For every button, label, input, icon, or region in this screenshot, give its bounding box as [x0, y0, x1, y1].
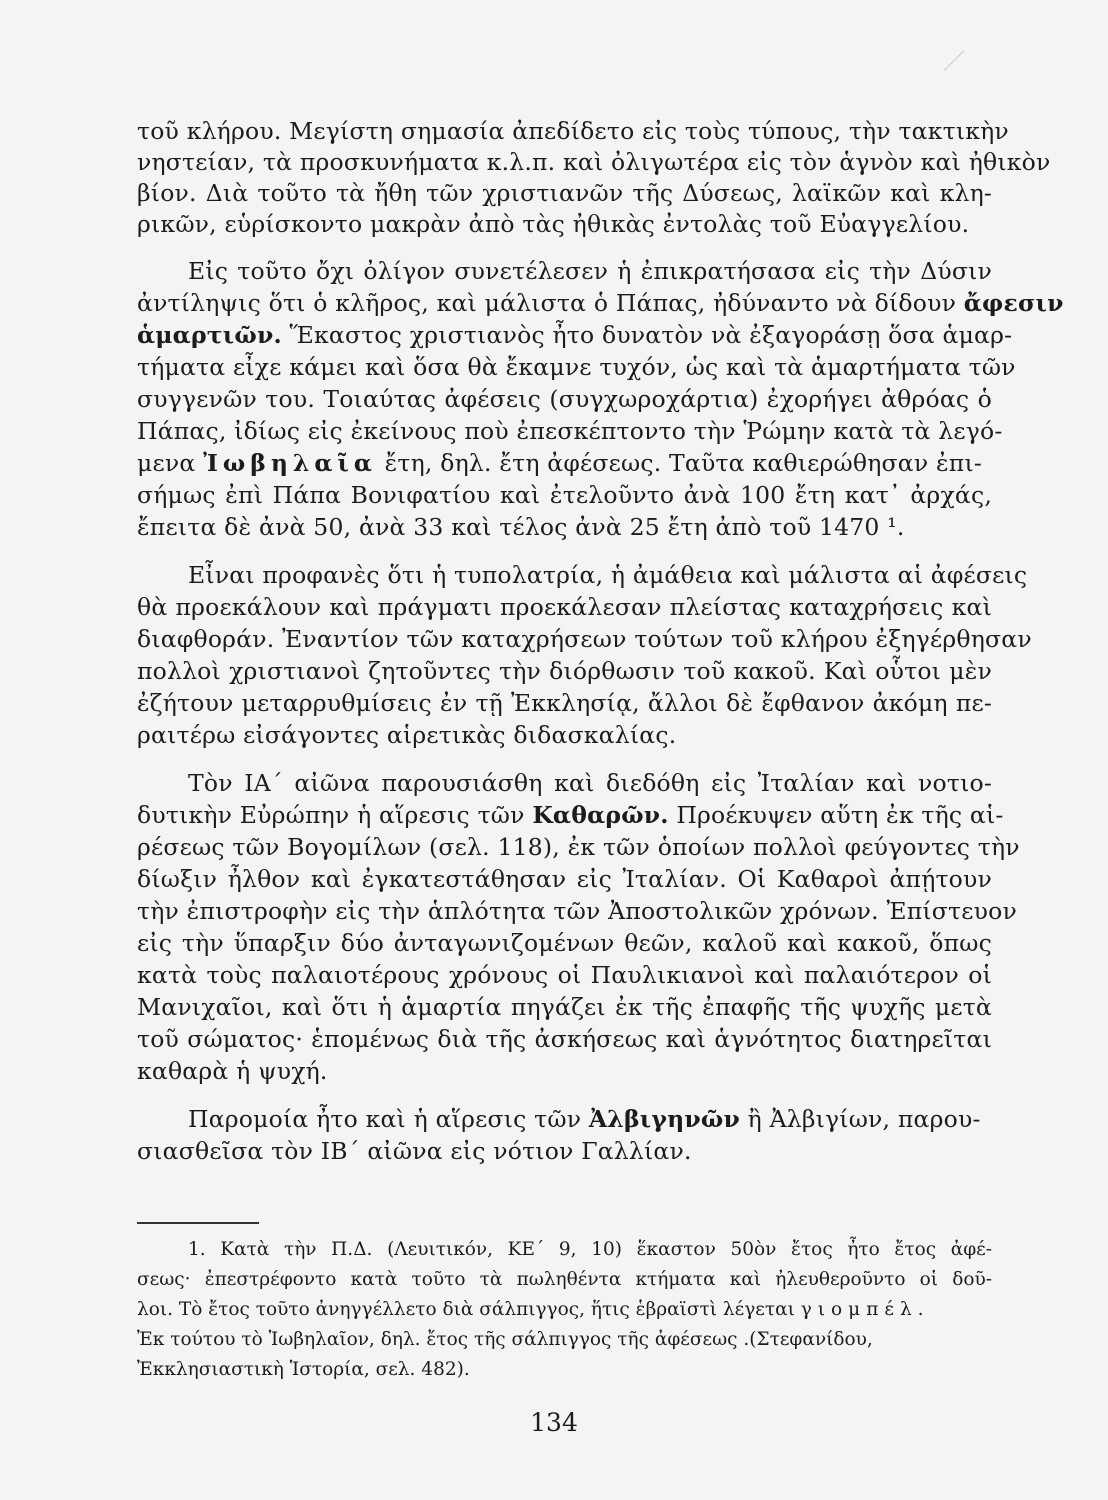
- bold-term-afesin: ἄφεσιν: [963, 289, 1064, 317]
- footnote-line: Ἐκ τούτου τὸ Ἰωβηλαῖον, δηλ. ἔτος τῆς σάλπιγγος τῆς ἀφέσεως .(Στεφανίδου,: [137, 1329, 873, 1350]
- text-line: θὰ προεκάλουν καὶ πράγματι προεκάλεσαν πλείστας καταχρήσεις καὶ: [137, 593, 992, 621]
- text-line: τοῦ σώματος· ἑπομένως διὰ τῆς ἀσκήσεως καὶ ἁγνότητος διατηρεῖται: [137, 1025, 992, 1053]
- text-line: [137, 288, 1064, 318]
- text-line: σιασθεῖσα τὸν ΙΒ´ αἰῶνα εἰς νότιον Γαλλίαν.: [137, 1137, 692, 1165]
- text-line: τὴν ἐπιστροφὴν εἰς τὴν ἁπλότητα τῶν Ἀποστολικῶν χρόνων. Ἐπίστευον: [137, 897, 1017, 925]
- text-run: ἔτη, δηλ. ἔτη ἀφέσεως. Ταῦτα καθιερώθησαν ἐπι-: [384, 449, 983, 477]
- page-number: 134: [530, 1408, 578, 1437]
- footnote-line: [137, 1296, 992, 1323]
- text-line: εἰς τὴν ὕπαρξιν δύο ἀνταγωνιζομένων θεῶν, καλοῦ καὶ κακοῦ, ὅπως: [137, 929, 992, 957]
- text-line: [137, 320, 1013, 350]
- text-run: Ἕκαστος χριστιανὸς ἦτο δυνατὸν νὰ ἐξαγοράσῃ ὅσα ἁμαρ-: [289, 321, 1013, 349]
- text-line: συγγενῶν του. Τοιαύτας ἀφέσεις (συγχωροχάρτια) ἐχορήγει ἀθρόας ὁ: [137, 385, 992, 413]
- text-line: πολλοὶ χριστιανοὶ ζητοῦντες τὴν διόρθωσιν τοῦ κακοῦ. Καὶ οὗτοι μὲν: [137, 657, 992, 685]
- footnote-line: 1. Κατὰ τὴν Π.Δ. (Λευιτικόν, ΚΕ´ 9, 10) ἕκαστον 50ὸν ἔτος ἦτο ἔτος ἀφέ-: [188, 1239, 992, 1260]
- text-line: Μανιχαῖοι, καὶ ὅτι ἡ ἁμαρτία πηγάζει ἐκ τῆς ἐπαφῆς τῆς ψυχῆς μετὰ: [137, 993, 992, 1021]
- text-line: [137, 448, 992, 478]
- text-line: διαφθοράν. Ἐναντίον τῶν καταχρήσεων τούτων τοῦ κλήρου ἐξηγέρθησαν: [137, 625, 1032, 653]
- text-line: Εἰς τοῦτο ὄχι ὀλίγον συνετέλεσεν ἡ ἐπικρατήσασα εἰς τὴν Δύσιν: [188, 257, 992, 285]
- text-run: Παρομοία ἦτο καὶ ἡ αἵρεσις τῶν: [188, 1105, 582, 1133]
- text-line: ρέσεως τῶν Βογομίλων (σελ. 118), ἐκ τῶν ὁποίων πολλοὶ φεύγοντες τὴν: [137, 833, 1020, 861]
- text-run: ἀντίληψις ὅτι ὁ κλῆρος, καὶ μάλιστα ὁ Πάπας, ἠδύναντο νὰ δίδουν: [137, 289, 957, 317]
- text-line: ἐζήτουν μεταρρυθμίσεις ἐν τῇ Ἐκκλησίᾳ, ἄλλοι δὲ ἔφθανον ἀκόμη πε-: [137, 689, 992, 717]
- spaced-term-giompel: γιομπέλ.: [800, 1299, 930, 1320]
- bold-term-amartion: ἁμαρτιῶν.: [137, 321, 282, 349]
- text-line: καθαρὰ ἡ ψυχή.: [137, 1057, 328, 1085]
- text-line: Εἶναι προφανὲς ὅτι ἡ τυπολατρία, ἡ ἀμάθεια καὶ μάλιστα αἱ ἀφέσεις: [188, 561, 1028, 589]
- text-line: βίον. Διὰ τοῦτο τὰ ἤθη τῶν χριστιανῶν τῆς Δύσεως, λαϊκῶν καὶ κλη-: [137, 179, 992, 207]
- text-line: [137, 800, 1004, 830]
- footnote-run: λοι. Τὸ ἔτος τοῦτο ἀνηγγέλλετο διὰ σάλπιγγος, ἥτις ἑβραϊστὶ λέγεται: [137, 1299, 795, 1320]
- text-run: δυτικὴν Εὐρώπην ἡ αἵρεσις τῶν: [137, 801, 525, 829]
- bold-term-katharon: Καθαρῶν.: [532, 801, 669, 829]
- text-line: Πάπας, ἰδίως εἰς ἐκείνους ποὺ ἐπεσκέπτοντο τὴν Ῥώμην κατὰ τὰ λεγό-: [137, 417, 1003, 445]
- text-line: νηστείαν, τὰ προσκυνήματα κ.λ.π. καὶ ὀλιγωτέρα εἰς τὸν ἁγνὸν καὶ ἠθικὸν: [137, 148, 1051, 176]
- footnote-divider: [137, 1222, 259, 1224]
- spaced-term-iovilaia: Ἰωβηλαῖα: [203, 449, 377, 477]
- text-line: [188, 1104, 992, 1134]
- bold-term-alvigenon: Ἀλβιγηνῶν: [588, 1105, 740, 1133]
- text-line: τοῦ κλήρου. Μεγίστη σημασία ἀπεδίδετο εἰς τοὺς τύπους, τὴν τακτικὴν: [137, 117, 1009, 145]
- text-line: ρικῶν, εὑρίσκοντο μακρὰν ἀπὸ τὰς ἠθικὰς ἐντολὰς τοῦ Εὐαγγελίου.: [137, 210, 970, 238]
- text-run: Προέκυψεν αὕτη ἐκ τῆς αἱ-: [676, 801, 1004, 829]
- text-line: τήματα εἶχε κάμει καὶ ὅσα θὰ ἔκαμνε τυχόν, ὡς καὶ τὰ ἁμαρτήματα τῶν: [137, 353, 1016, 381]
- text-line: ραιτέρω εἰσάγοντες αἱρετικὰς διδασκαλίας.: [137, 721, 677, 749]
- text-line: ἔπειτα δὲ ἀνὰ 50, ἀνὰ 33 καὶ τέλος ἀνὰ 25 ἔτη ἀπὸ τοῦ 1470 ¹.: [137, 513, 905, 541]
- text-run: ἢ Ἀλβιγίων, παρου-: [747, 1105, 981, 1133]
- text-line: σήμως ἐπὶ Πάπα Βονιφατίου καὶ ἐτελοῦντο ἀνὰ 100 ἔτη κατ᾽ ἀρχάς,: [137, 481, 992, 509]
- text-line: κατὰ τοὺς παλαιοτέρους χρόνους οἱ Παυλικιανοὶ καὶ παλαιότερον οἱ: [137, 961, 992, 989]
- footnote-line: Ἐκκλησιαστικὴ Ἱστορία, σελ. 482).: [137, 1359, 470, 1380]
- text-run: μενα: [137, 449, 196, 477]
- footnote-line: σεως· ἐπεστρέφοντο κατὰ τοῦτο τὰ πωληθέντα κτήματα καὶ ἠλευθεροῦντο οἱ δοῦ-: [137, 1269, 992, 1290]
- scan-mark: [944, 50, 965, 71]
- text-line: Τὸν ΙΑ´ αἰῶνα παρουσιάσθη καὶ διεδόθη εἰς Ἰταλίαν καὶ νοτιο-: [188, 769, 992, 797]
- text-line: δίωξιν ἦλθον καὶ ἐγκατεστάθησαν εἰς Ἰταλίαν. Οἱ Καθαροὶ ἀπῄτουν: [137, 865, 992, 893]
